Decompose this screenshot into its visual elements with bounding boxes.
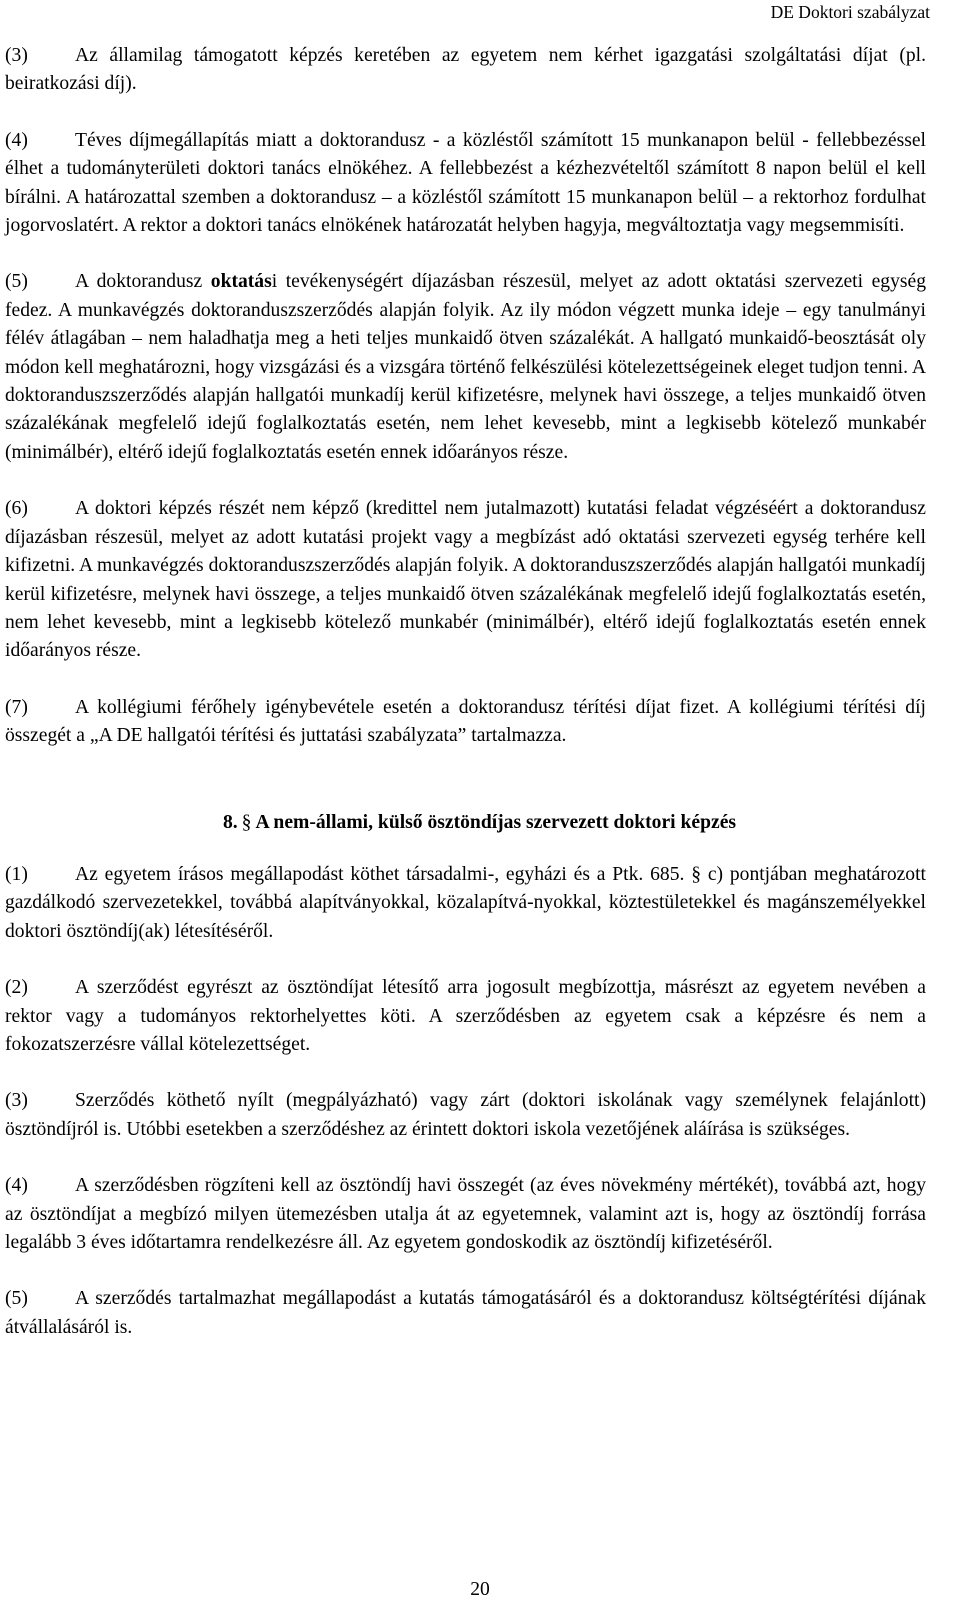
section-heading bbox=[33, 809, 926, 837]
page-number: 20 bbox=[470, 1579, 490, 1600]
paragraph-text: A doktori képzés részét nem képző (kredittel nem jutalmazott) kutatási feladat végzéséért a doktorandusz díjazásban részesül, melyet az adott kutatási projekt vagy a megbízást adó oktatási szervezeti egység terhére kell kifizetni. A munkavégzés doktoranduszszerződés alapján folyik. A doktoranduszszerződés alapján hallgatói munkadíj kerül kifizetésre, melynek havi összege, a teljes munkaidő ötven százalékának megfelelő idejű foglalkoztatás esetén, nem lehet kevesebb, mint a legkisebb kötelező munkabér (minimálbér), eltérő idejű foglalkoztatás esetén ennek időarányos része. bbox=[5, 498, 926, 662]
section-symbol: § bbox=[241, 811, 252, 833]
paragraph-7-6 bbox=[5, 495, 926, 665]
paragraph-text: Az államilag támogatott képzés keretében az egyetem nem kérhet igazgatási szolgáltatási díjat (pl. beiratkozási díj). bbox=[5, 45, 926, 95]
paragraph-7-4 bbox=[5, 127, 926, 241]
paragraph-7-5 bbox=[5, 268, 926, 467]
page-content bbox=[5, 42, 926, 1370]
paragraph-text: A szerződés tartalmazhat megállapodást a kutatás támogatásáról és a doktorandusz költségtérítési díjának átvállalásáról is. bbox=[5, 1288, 926, 1338]
paragraph-text-rest: i tevékenységért díjazásban részesül, melyet az adott oktatási szervezeti egység fedez. A munkavégzés doktoranduszszerződés alapján folyik. Az ily módon végzett munka ideje – egy tanulmányi félév átlagában – nem haladhatja meg a heti teljes munkaidő ötven százalékát. A hallgató munkaidő-beosztását oly módon kell meghatározni, hogy vizsgázási és a vizsgára történő felkészülési kötelezettségeinek eleget tudjon tenni. A doktoranduszszerződés alapján hallgatói munkadíj kerül kifizetésre, melynek havi összege, a teljes munkaidő ötven százalékának megfelelő idejű foglalkoztatás esetén, nem lehet kevesebb, mint a legkisebb kötelező munkabér (minimálbér), eltérő idejű foglalkoztatás esetén ennek időarányos része. bbox=[5, 271, 926, 463]
paragraph-8-2 bbox=[5, 974, 926, 1059]
paragraph-number: (5) bbox=[5, 271, 28, 293]
section-number: 8. bbox=[222, 811, 238, 833]
paragraph-text: A szerződést egyrészt az ösztöndíjat létesítő arra jogosult megbízottja, másrészt az egyetem nevében a rektor vagy a tudományos rektorhelyettes köti. A szerződésben az egyetem csak a képzésre és nem a fokozatszerzésre vállal kötelezettséget. bbox=[5, 977, 926, 1055]
paragraph-number: (7) bbox=[5, 696, 28, 718]
paragraph-text-bold: oktatás bbox=[210, 271, 272, 293]
paragraph-text: Szerződés köthető nyílt (megpályázható) vagy zárt (doktori iskolának vagy személynek felajánlott) ösztöndíjról is. Utóbbi esetekben a szerződéshez az érintett doktori iskola vezetőjének aláírása is szükséges. bbox=[5, 1090, 926, 1140]
paragraph-number: (4) bbox=[5, 1175, 28, 1197]
paragraph-text-start: A doktorandusz bbox=[75, 271, 211, 293]
paragraph-7-7 bbox=[5, 694, 926, 751]
paragraph-text: A szerződésben rögzíteni kell az ösztöndíj havi összegét (az éves növekmény mértékét), továbbá azt, hogy az ösztöndíjat a megbízó milyen ütemezésben utalja át az egyetemnek, valamint azt is, hogy az ösztöndíj forrása legalább 3 éves időtartamra rendelkezésre áll. Az egyetem gondoskodik az ösztöndíj kifizetéséről. bbox=[5, 1175, 926, 1253]
paragraph-number: (6) bbox=[5, 498, 28, 520]
paragraph-text: Az egyetem írásos megállapodást köthet társadalmi-, egyházi és a Ptk. 685. § c) pontjában meghatározott gazdálkodó szervezetekkel, továbbá alapítványokkal, közalapítvá-nyokkal, köztestületekkel és magánszemélyekkel doktori ösztöndíj(ak) létesítéséről. bbox=[5, 863, 926, 942]
paragraph-8-3 bbox=[5, 1087, 926, 1144]
paragraph-8-5 bbox=[5, 1285, 926, 1342]
paragraph-text: A kollégiumi férőhely igénybevétele esetén a doktorandusz térítési díjat fizet. A kollégiumi térítési díj összegét a „A DE hallgatói térítési és juttatási szabályzata” tartalmazza. bbox=[5, 696, 926, 747]
paragraph-number: (5) bbox=[5, 1288, 28, 1310]
paragraph-7-3 bbox=[5, 42, 926, 99]
paragraph-text: Téves díjmegállapítás miatt a doktorandusz - a közléstől számított 15 munkanapon belül - fellebbezéssel élhet a tudományterületi doktori tanács elnökéhez. A fellebbezést a kézhezvételtől számított 8 napon belül el kell bírálni. A határozattal szemben a doktorandusz – a közléstől számított 15 munkanapon belül – a rektorhoz fordulhat jogorvoslatért. A rektor a doktori tanács elnökének határozatát helyben hagyja, megváltoztatja vagy megsemmisíti. bbox=[5, 129, 926, 237]
paragraph-number: (4) bbox=[5, 129, 28, 151]
paragraph-8-1 bbox=[5, 861, 926, 946]
paragraph-number: (1) bbox=[5, 863, 28, 885]
paragraph-number: (3) bbox=[5, 45, 28, 66]
paragraph-8-4 bbox=[5, 1172, 926, 1257]
running-header: DE Doktori szabályzat bbox=[770, 2, 930, 22]
section-title: A nem-állami, külső ösztöndíjas szervezett doktori képzés bbox=[255, 811, 737, 833]
paragraph-number: (2) bbox=[5, 977, 28, 999]
paragraph-number: (3) bbox=[5, 1090, 28, 1112]
